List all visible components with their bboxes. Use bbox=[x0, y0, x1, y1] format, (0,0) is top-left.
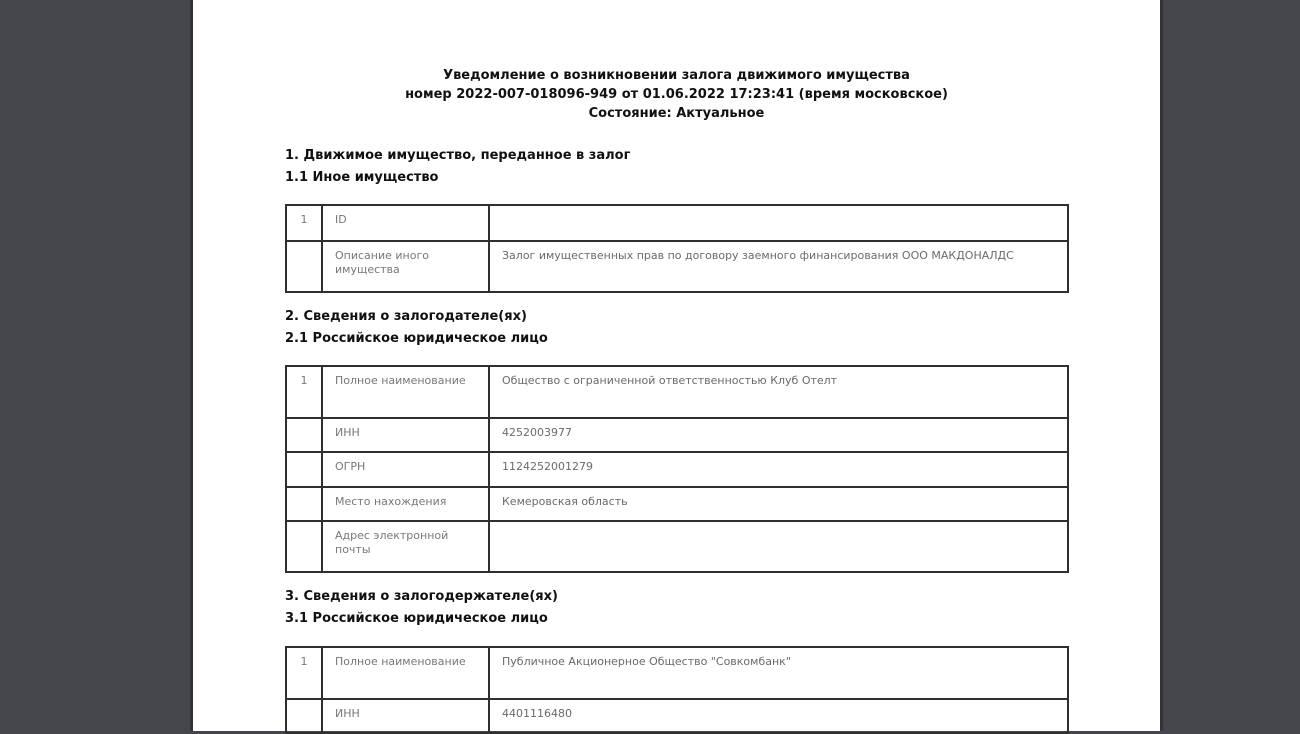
table-row bbox=[286, 699, 1068, 733]
section-2-title: 2. Сведения о залогодателе(ях) bbox=[285, 309, 527, 324]
row-value: 4401116480 bbox=[489, 699, 1068, 733]
row-number bbox=[286, 452, 322, 487]
row-value bbox=[489, 521, 1068, 572]
row-value: Залог имущественных прав по договору заемного финансирования ООО МАКДОНАЛДС bbox=[489, 241, 1068, 292]
row-label: Адрес электронной почты bbox=[322, 521, 489, 572]
section-3-subtitle: 3.1 Российское юридическое лицо bbox=[285, 611, 548, 626]
table-row bbox=[286, 205, 1068, 241]
row-number bbox=[286, 699, 322, 733]
row-label: Полное наименование bbox=[322, 647, 489, 699]
section-1-title: 1. Движимое имущество, переданное в залог bbox=[285, 148, 631, 163]
row-label: ИНН bbox=[322, 418, 489, 452]
notice-status: Состояние: Актуальное bbox=[588, 106, 765, 121]
table-row bbox=[286, 487, 1068, 521]
row-label: Полное наименование bbox=[322, 366, 489, 418]
row-value bbox=[489, 205, 1068, 241]
row-number bbox=[286, 487, 322, 521]
row-label: Описание иного имущества bbox=[322, 241, 489, 292]
row-label: ID bbox=[322, 205, 489, 241]
row-number: 1 bbox=[286, 647, 322, 699]
row-value: 1124252001279 bbox=[489, 452, 1068, 487]
notice-number: номер 2022-007-018096-949 от 01.06.2022 17:23:41 (время московское) bbox=[405, 87, 948, 102]
notice-title: Уведомление о возникновении залога движимого имущества bbox=[443, 68, 910, 83]
row-number: 1 bbox=[286, 366, 322, 418]
row-label: ОГРН bbox=[322, 452, 489, 487]
row-label: Место нахождения bbox=[322, 487, 489, 521]
table-row bbox=[286, 366, 1068, 418]
table-row bbox=[286, 647, 1068, 699]
row-value: Публичное Акционерное Общество "Совкомбанк" bbox=[489, 647, 1068, 699]
row-value: Кемеровская область bbox=[489, 487, 1068, 521]
pledgor-table bbox=[285, 365, 1069, 573]
section-2-subtitle: 2.1 Российское юридическое лицо bbox=[285, 331, 548, 346]
document-page bbox=[193, 0, 1160, 731]
row-value: Общество с ограниченной ответственностью Клуб Отелт bbox=[489, 366, 1068, 418]
section-3-title: 3. Сведения о залогодержателе(ях) bbox=[285, 589, 558, 604]
section-1-subtitle: 1.1 Иное имущество bbox=[285, 170, 439, 185]
table-row bbox=[286, 241, 1068, 292]
table-row bbox=[286, 521, 1068, 572]
row-value: 4252003977 bbox=[489, 418, 1068, 452]
table-row bbox=[286, 418, 1068, 452]
document-header bbox=[193, 66, 1160, 123]
property-table bbox=[285, 204, 1069, 293]
row-label: ИНН bbox=[322, 699, 489, 733]
row-number bbox=[286, 521, 322, 572]
row-number bbox=[286, 241, 322, 292]
pledgee-table bbox=[285, 646, 1069, 734]
table-row bbox=[286, 452, 1068, 487]
row-number bbox=[286, 418, 322, 452]
row-number: 1 bbox=[286, 205, 322, 241]
